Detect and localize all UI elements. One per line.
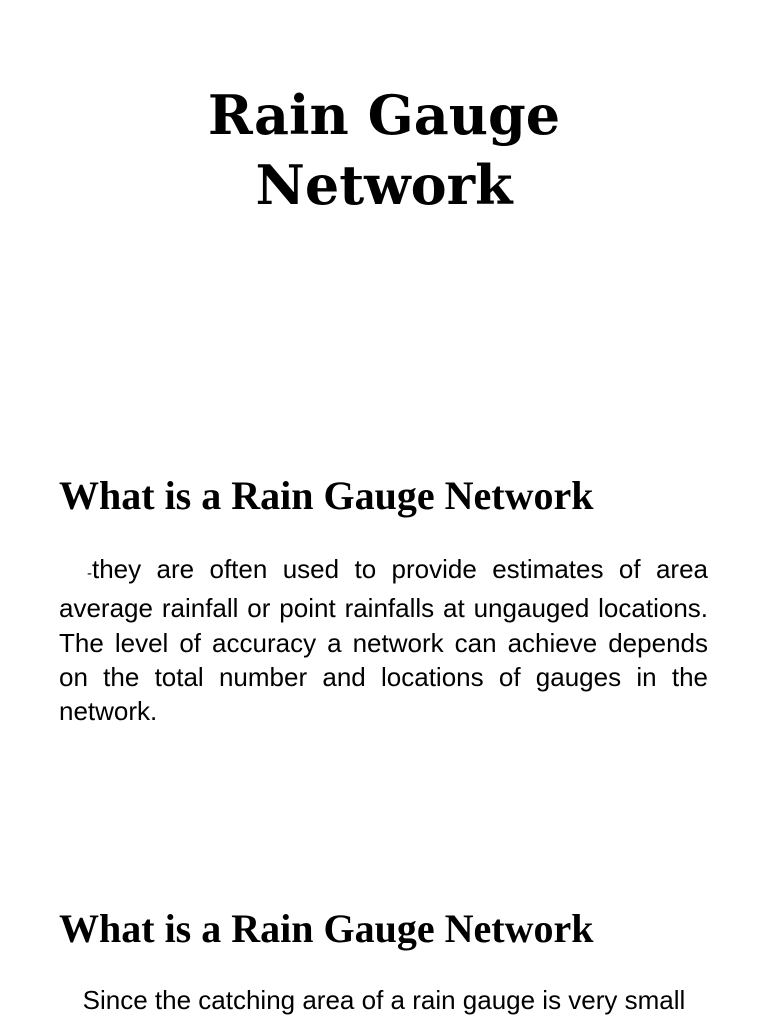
slide-title-line-1: Rain Gauge: [207, 83, 561, 147]
section-heading-2: What is a Rain Gauge Network: [59, 906, 594, 951]
section-body-1-text: they are often used to provide estimates of area average rainfall or point rainfalls at ungauged locations. The level of accuracy a network can achieve depends on the total number and locations of gauges in the network.: [59, 554, 708, 727]
lead-dash: -: [87, 565, 92, 582]
section-body-2: Since the catching area of a rain gauge is very small: [82, 985, 686, 1015]
section-heading-1: What is a Rain Gauge Network: [59, 473, 594, 518]
slide-title-line-2: Network: [255, 153, 513, 217]
section-body-1: [59, 552, 708, 728]
slide-title: [0, 80, 768, 220]
